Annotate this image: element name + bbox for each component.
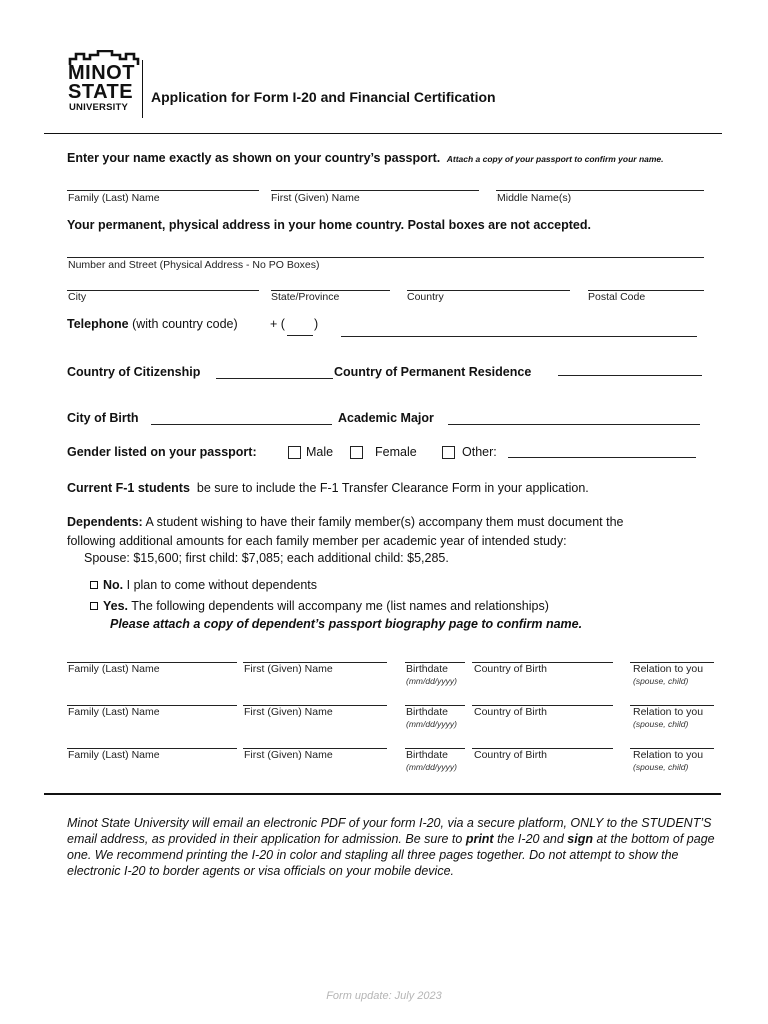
no-dependents-text: I plan to come without dependents: [126, 578, 318, 592]
attach-dependent-passport-note: Please attach a copy of dependent’s passport biography page to confirm name.: [110, 617, 583, 631]
dep3-relation-label: Relation to you: [633, 749, 704, 761]
family-name-field[interactable]: [67, 190, 259, 191]
dep2-relation-label: Relation to you: [633, 706, 704, 718]
form-update-footer: Form update: July 2023: [326, 990, 442, 1002]
notice-part-3: at the bottom of page one. We recommend printing the I-20 in color and stapling all three pages together. Do not attempt to show the electronic I-20 to border agents or visa officials on your mobile device.: [67, 832, 715, 878]
logo-divider: [142, 60, 143, 118]
first-name-field[interactable]: [271, 190, 479, 191]
f1-notice: [67, 481, 589, 495]
major-label: Academic Major: [338, 411, 434, 425]
dep1-birthdate-label: Birthdate: [406, 663, 449, 675]
dep2-country-label: Country of Birth: [474, 706, 547, 718]
state-label: State/Province: [271, 291, 340, 303]
male-checkbox[interactable]: [288, 446, 301, 459]
dep3-family-label: Family (Last) Name: [68, 749, 160, 761]
male-option-label: Male: [306, 445, 334, 459]
section-rule: [44, 793, 721, 795]
passport-note: Attach a copy of your passport to confirm your name.: [446, 154, 664, 164]
city-of-birth-field[interactable]: [151, 424, 332, 425]
residence-label: Country of Permanent Residence: [334, 365, 532, 379]
dep1-birthdate-format: (mm/dd/yyyy): [406, 676, 457, 686]
dep3-first-label: First (Given) Name: [244, 749, 333, 761]
address-instruction: Your permanent, physical address in your home country. Postal boxes are not accepted.: [67, 218, 591, 232]
other-checkbox[interactable]: [442, 446, 455, 459]
gender-label: Gender listed on your passport:: [67, 445, 257, 459]
logo-line-3: UNIVERSITY: [69, 102, 129, 113]
yes-dependents-checkbox[interactable]: [90, 602, 98, 610]
middle-name-field[interactable]: [496, 190, 704, 191]
no-dependents-checkbox[interactable]: [90, 581, 98, 589]
notice-print: print: [465, 832, 494, 846]
dep3-relation-hint: (spouse, child): [633, 762, 689, 772]
telephone-row: [67, 317, 238, 331]
telephone-hint: (with country code): [132, 317, 238, 331]
logo-line-1: MINOT: [68, 62, 135, 84]
dep2-birthdate-format: (mm/dd/yyyy): [406, 719, 457, 729]
female-option-label: Female: [375, 445, 417, 459]
logo-line-2: STATE: [68, 81, 134, 103]
email-notice: [67, 815, 717, 879]
name-instruction-text: Enter your name exactly as shown on your country’s passport.: [67, 151, 441, 165]
citizenship-field[interactable]: [216, 378, 333, 379]
city-label: City: [68, 291, 87, 303]
citizenship-label: Country of Citizenship: [67, 365, 201, 379]
dependents-amounts: Spouse: $15,600; first child: $7,085; each additional child: $5,285.: [84, 551, 449, 565]
postal-label: Postal Code: [588, 291, 646, 303]
telephone-suffix: ): [314, 317, 319, 331]
yes-label: Yes.: [103, 599, 129, 613]
dep2-family-label: Family (Last) Name: [68, 706, 160, 718]
major-field[interactable]: [448, 424, 700, 425]
dep3-country-label: Country of Birth: [474, 749, 547, 761]
first-name-label: First (Given) Name: [271, 192, 360, 204]
dep1-relation-hint: (spouse, child): [633, 676, 689, 686]
country-label: Country: [407, 291, 444, 303]
street-label: Number and Street (Physical Address - No PO Boxes): [68, 259, 320, 271]
dep3-birthdate-format: (mm/dd/yyyy): [406, 762, 457, 772]
telephone-prefix: + (: [270, 317, 285, 331]
telephone-label: Telephone: [67, 317, 129, 331]
dependents-text-line1: [67, 515, 624, 529]
other-gender-field[interactable]: [508, 457, 696, 458]
f1-notice-text: be sure to include the F-1 Transfer Clearance Form in your application.: [196, 481, 589, 495]
other-option-label: Other:: [462, 445, 497, 459]
city-of-birth-label: City of Birth: [67, 411, 139, 425]
yes-dependents-option[interactable]: [90, 599, 549, 613]
dep2-relation-hint: (spouse, child): [633, 719, 689, 729]
family-name-label: Family (Last) Name: [68, 192, 160, 204]
no-label: No.: [103, 578, 124, 592]
dep1-first-label: First (Given) Name: [244, 663, 333, 675]
dependents-text-2: following additional amounts for each family member per academic year of intended study:: [67, 534, 567, 548]
notice-part-2: the I-20 and: [493, 832, 568, 846]
header-rule: [44, 133, 722, 134]
name-instruction: [67, 151, 664, 165]
notice-sign: sign: [567, 832, 593, 846]
notice-part-1: Minot State University will email an electronic PDF of your form I-20, via a secure platform, ONLY to the STUDENT’S email address, as provided in their application for admission. Be sure to: [67, 816, 712, 846]
dep1-relation-label: Relation to you: [633, 663, 704, 675]
page-title: Application for Form I-20 and Financial Certification: [151, 89, 496, 105]
dep1-family-label: Family (Last) Name: [68, 663, 160, 675]
university-logo: [66, 50, 146, 120]
city-field[interactable]: [67, 290, 259, 291]
middle-name-label: Middle Name(s): [497, 192, 572, 204]
telephone-field[interactable]: [341, 336, 697, 337]
no-dependents-option[interactable]: [90, 578, 317, 592]
female-checkbox[interactable]: [350, 446, 363, 459]
residence-field[interactable]: [558, 375, 702, 376]
dep2-first-label: First (Given) Name: [244, 706, 333, 718]
country-code-field[interactable]: [287, 335, 313, 336]
dep3-birthdate-label: Birthdate: [406, 749, 449, 761]
dependents-heading: Dependents:: [67, 515, 143, 529]
street-field[interactable]: [67, 257, 704, 258]
dependents-text-1: A student wishing to have their family member(s) accompany them must document the: [145, 515, 624, 529]
yes-dependents-text: The following dependents will accompany me (list names and relationships): [131, 599, 549, 613]
f1-notice-bold: Current F-1 students: [67, 481, 190, 495]
dep2-birthdate-label: Birthdate: [406, 706, 449, 718]
dep1-country-label: Country of Birth: [474, 663, 547, 675]
